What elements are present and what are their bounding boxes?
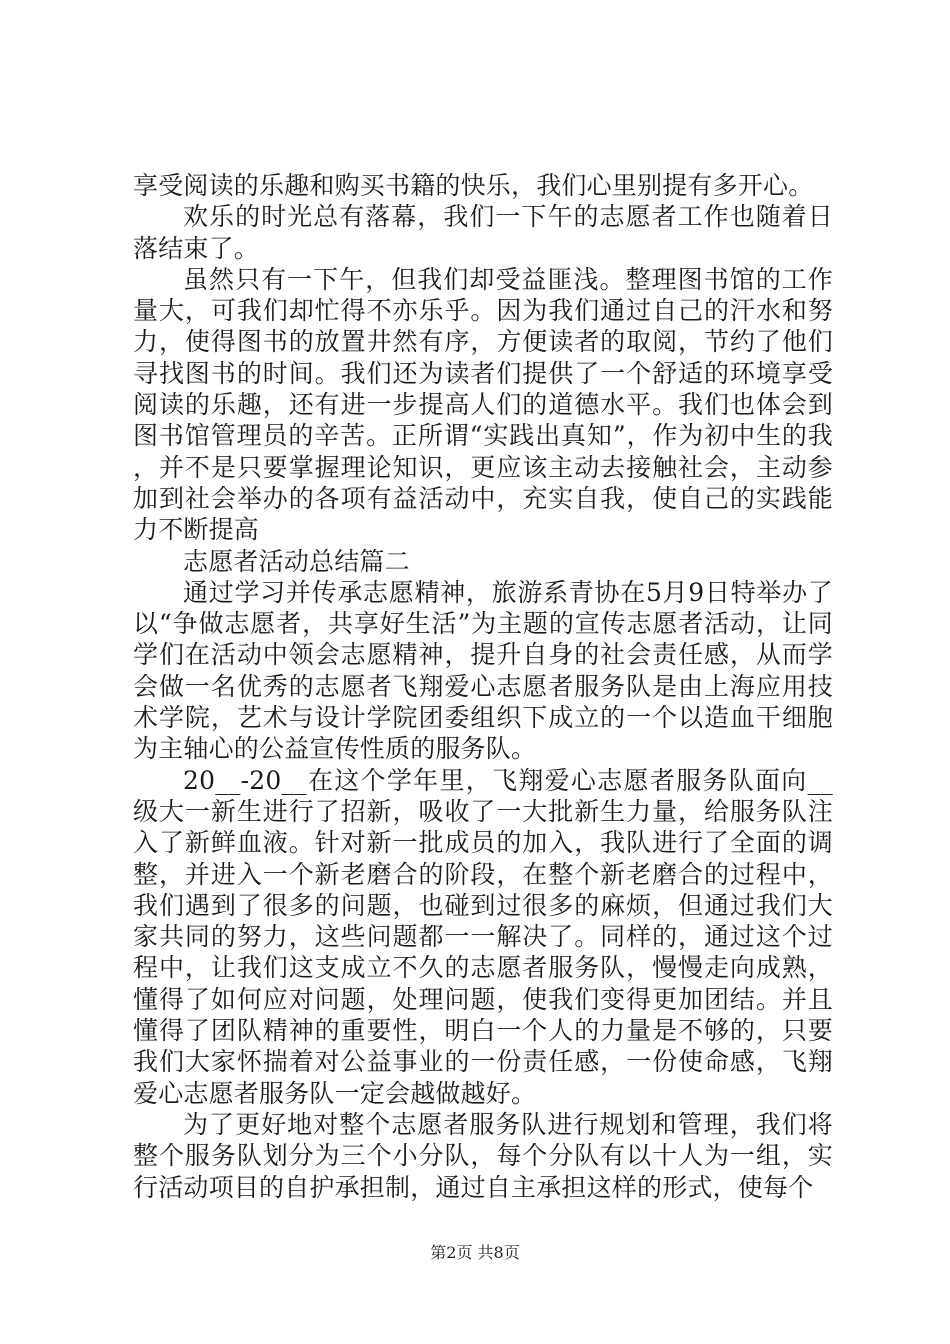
paragraph-6: 为了更好地对整个志愿者服务队进行规划和管理，我们将整个服务队划分为三个小分队，每个分队有以十人为一组，实行活动项目的自护承担制，通过自主承担这样的形式，使每个 — [133, 1109, 833, 1202]
paragraph-5: 20__-20__在这个学年里，飞翔爱心志愿者服务队面向__级大一新生进行了招新，吸收了一大批新生力量，给服务队注入了新鲜血液。针对新一批成员的加入，我队进行了全面的调整，并进入一个新老磨合的阶段，在整个新老磨合的过程中，我们遇到了很多的问题，也碰到过很多的麻烦，但通过我们大家共同的努力，这些问题都一一解决了。同样的，通过这个过程中，让我们这支成立不久的志愿者服务队，慢慢走向成熟，懂得了如何应对问题，处理问题，使我们变得更加团结。并且懂得了团队精神的重要性，明白一个人的力量是不够的，只要我们大家怀揣着对公益事业的一份责任感，一份使命感，飞翔爱心志愿者服务队一定会越做越好。 — [133, 765, 833, 1108]
paragraph-2: 欢乐的时光总有落幕，我们一下午的志愿者工作也随着日落结束了。 — [133, 202, 833, 263]
paragraph-3: 虽然只有一下午，但我们却受益匪浅。整理图书馆的工作量大，可我们却忙得不亦乐乎。因为我们通过自己的汗水和努力，使得图书的放置井然有序，方便读者的取阅，节约了他们寻找图书的时间。我们还为读者们提供了一个舒适的环境享受阅读的乐趣，还有进一步提高人们的道德水平。我们也体会到图书馆管理员的辛苦。正所谓“实践出真知”，作为初中生的我，并不是只要掌握理论知识，更应该主动去接触社会，主动参加到社会举办的各项有益活动中，充实自我，使自己的实践能力不断提高 — [133, 264, 833, 545]
body-text — [133, 170, 833, 1203]
section-heading: 志愿者活动总结篇二 — [183, 546, 410, 576]
paragraph-1: 享受阅读的乐趣和购买书籍的快乐，我们心里别提有多开心。 — [133, 171, 814, 200]
page-number-footer: 第2页 共8页 — [430, 1243, 520, 1262]
paragraph-4: 通过学习并传承志愿精神，旅游系青协在5月9日特举办了以“争做志愿者，共享好生活”为主题的宣传志愿者活动，让同学们在活动中领会志愿精神，提升自身的社会责任感，从而学会做一名优秀的志愿者飞翔爱心志愿者服务队是由上海应用技术学院，艺术与设计学院团委组织下成立的一个以造血干细胞为主轴心的公益宣传性质的服务队。 — [133, 577, 833, 764]
